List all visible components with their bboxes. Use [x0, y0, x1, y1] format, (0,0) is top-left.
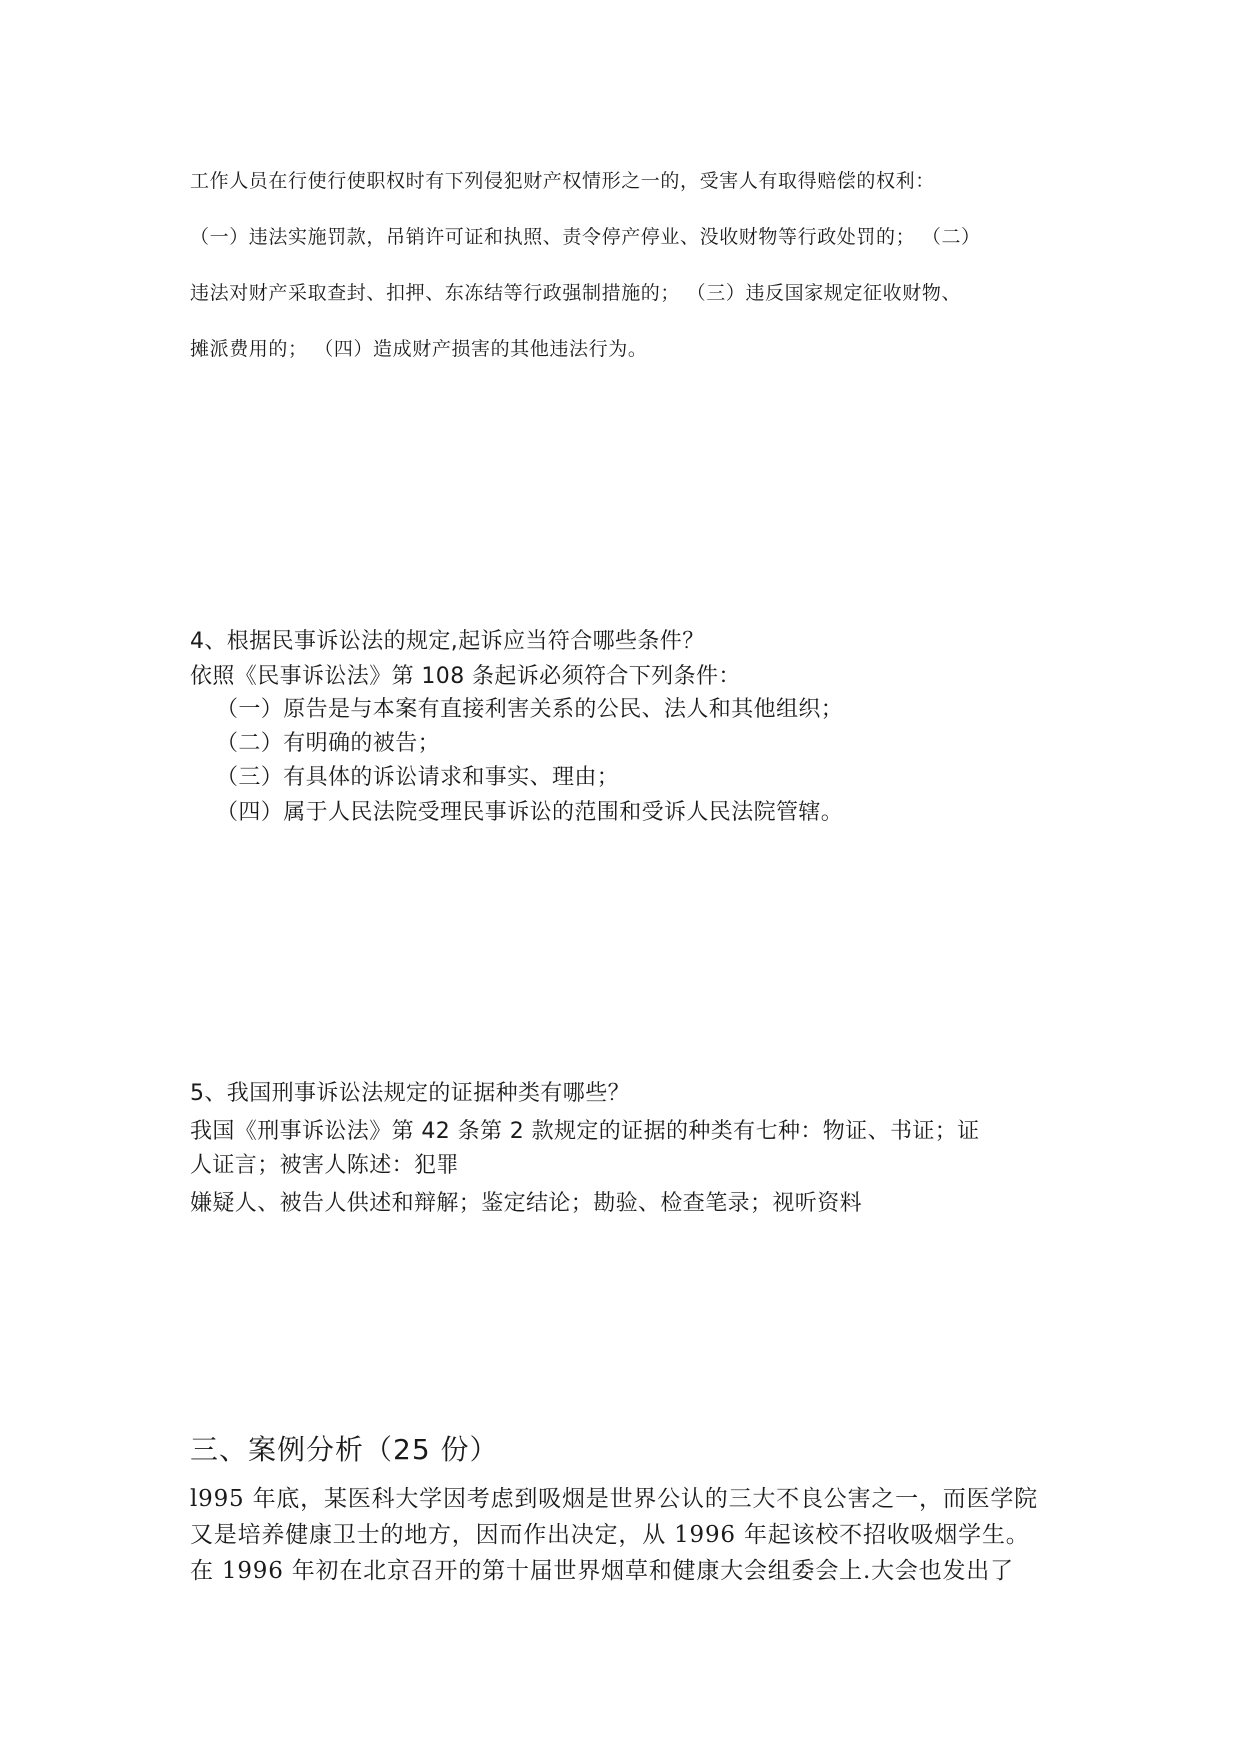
section-heading: 三、案例分析（25 份） — [190, 1433, 499, 1466]
paragraph-line: 工作人员在行使行使职权时有下列侵犯财产权情形之一的，受害人有取得赔偿的权利： — [190, 170, 935, 192]
paragraph-line: 违法对财产采取查封、扣押、东冻结等行政强制措施的； （三）违反国家规定征收财物、 — [190, 282, 962, 304]
question-title: 4、根据民事诉讼法的规定,起诉应当符合哪些条件？ — [190, 629, 705, 654]
case-text-line: l995 年底，某医科大学因考虑到吸烟是世界公认的三大不良公害之一，而医学院 — [190, 1486, 1038, 1512]
question-title: 5、我国刑事诉讼法规定的证据种类有哪些？ — [190, 1081, 630, 1106]
answer-line: 我国《刑事诉讼法》第 42 条第 2 款规定的证据的种类有七种：物证、书证；证 — [190, 1119, 980, 1144]
answer-item: （四）属于人民法院受理民事诉讼的范围和受诉人民法院管辖。 — [216, 800, 844, 825]
case-text-line: 又是培养健康卫士的地方，因而作出决定，从 1996 年起该校不招收吸烟学生。 — [190, 1522, 1030, 1548]
answer-item: （一）原告是与本案有直接利害关系的公民、法人和其他组织； — [216, 697, 844, 722]
answer-item: （二）有明确的被告； — [216, 731, 441, 756]
answer-line: 人证言；被害人陈述：犯罪 — [190, 1153, 459, 1178]
answer-line: 嫌疑人、被告人供述和辩解；鉴定结论；勘验、检查笔录；视听资料 — [190, 1191, 863, 1216]
answer-item: （三）有具体的诉讼请求和事实、理由； — [216, 765, 620, 790]
paragraph-line: （一）违法实施罚款，吊销许可证和执照、责令停产停业、没收财物等行政处罚的； （二） — [190, 226, 981, 248]
answer-intro: 依照《民事诉讼法》第 108 条起诉必须符合下列条件： — [190, 664, 741, 689]
case-text-line: 在 1996 年初在北京召开的第十届世界烟草和健康大会组委会上.大会也发出了 — [190, 1558, 1014, 1584]
paragraph-line: 摊派费用的； （四）造成财产损害的其他违法行为。 — [190, 338, 648, 360]
